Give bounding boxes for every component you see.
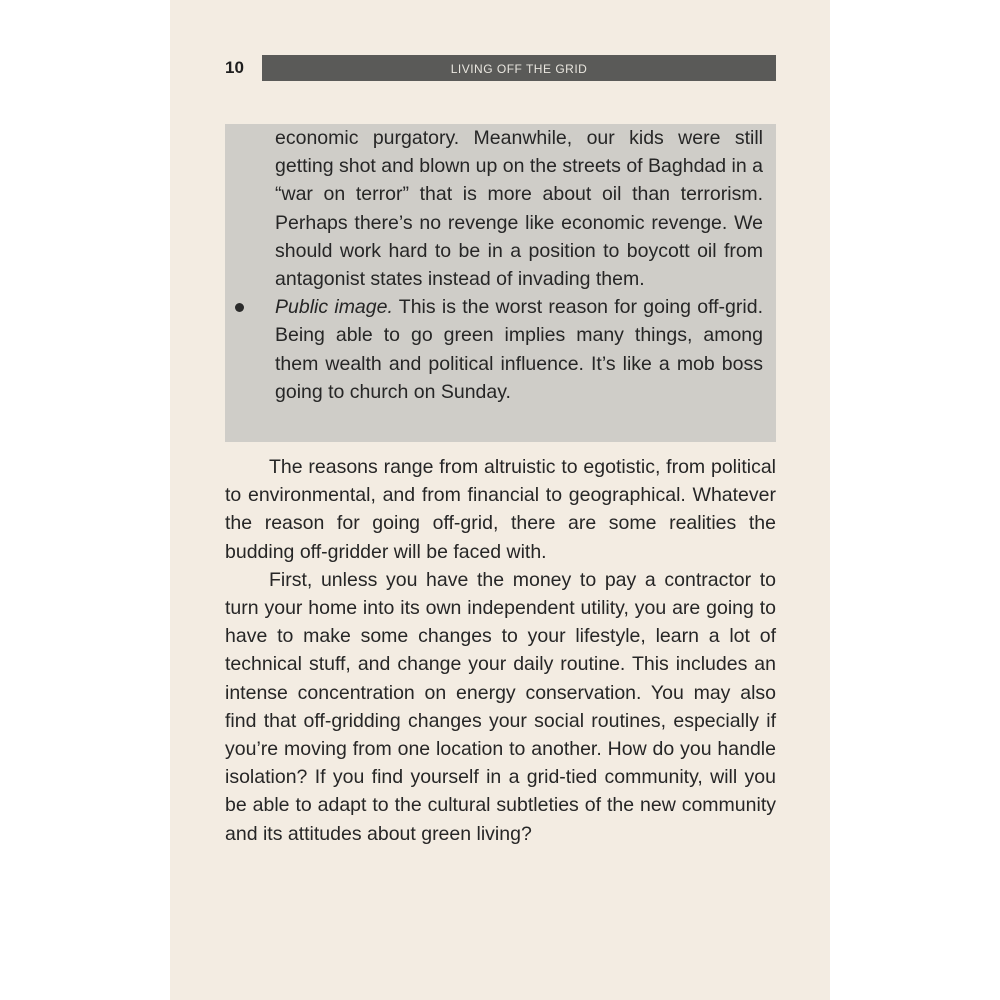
- running-title: LIVING OFF THE GRID: [262, 55, 776, 81]
- body-paragraph: First, unless you have the money to pay a contractor to turn your home into its own independent utility, you are going to have to make some changes to your lifestyle, learn a lot of technical stuff, and change your daily routine. This includes an intense concentration on energy conservation. You may also find that off-gridding changes your social routines, especially if you’re moving from one location to another. How do you handle isolation? If you find yourself in a grid-tied community, will you be able to adapt to the cultural subtleties of the new community and its attitudes about green living?: [225, 568, 776, 845]
- bullet-term: Public image.: [275, 296, 393, 319]
- bullet-dot-icon: [235, 303, 244, 312]
- bullet-item-public-image: [275, 293, 763, 406]
- page-header: [170, 55, 830, 81]
- sidebar-continued-paragraph: economic purgatory. Meanwhile, our kids were still getting shot and blown up on the streets of Baghdad in a “war on terror” that is more about oil than terrorism. Perhaps there’s no revenge like economic revenge. We should work hard to be in a position to boycott oil from antagonist states instead of invading them.: [275, 127, 763, 291]
- sidebar-box: [225, 124, 776, 442]
- sidebar-text: [275, 124, 763, 406]
- book-page: [170, 0, 830, 1000]
- bullet-text: This is the worst reason for going off-grid. Being able to go green implies many things, among them wealth and political influence. It’s like a mob boss going to church on Sunday.: [275, 296, 763, 403]
- body-paragraph: The reasons range from altruistic to egotistic, from political to environmental, and from financial to geographical. Whatever the reason for going off-grid, there are some realities the budding off-gridder will be faced with.: [225, 456, 776, 563]
- page-number: 10: [225, 58, 244, 77]
- body-text: [225, 453, 776, 848]
